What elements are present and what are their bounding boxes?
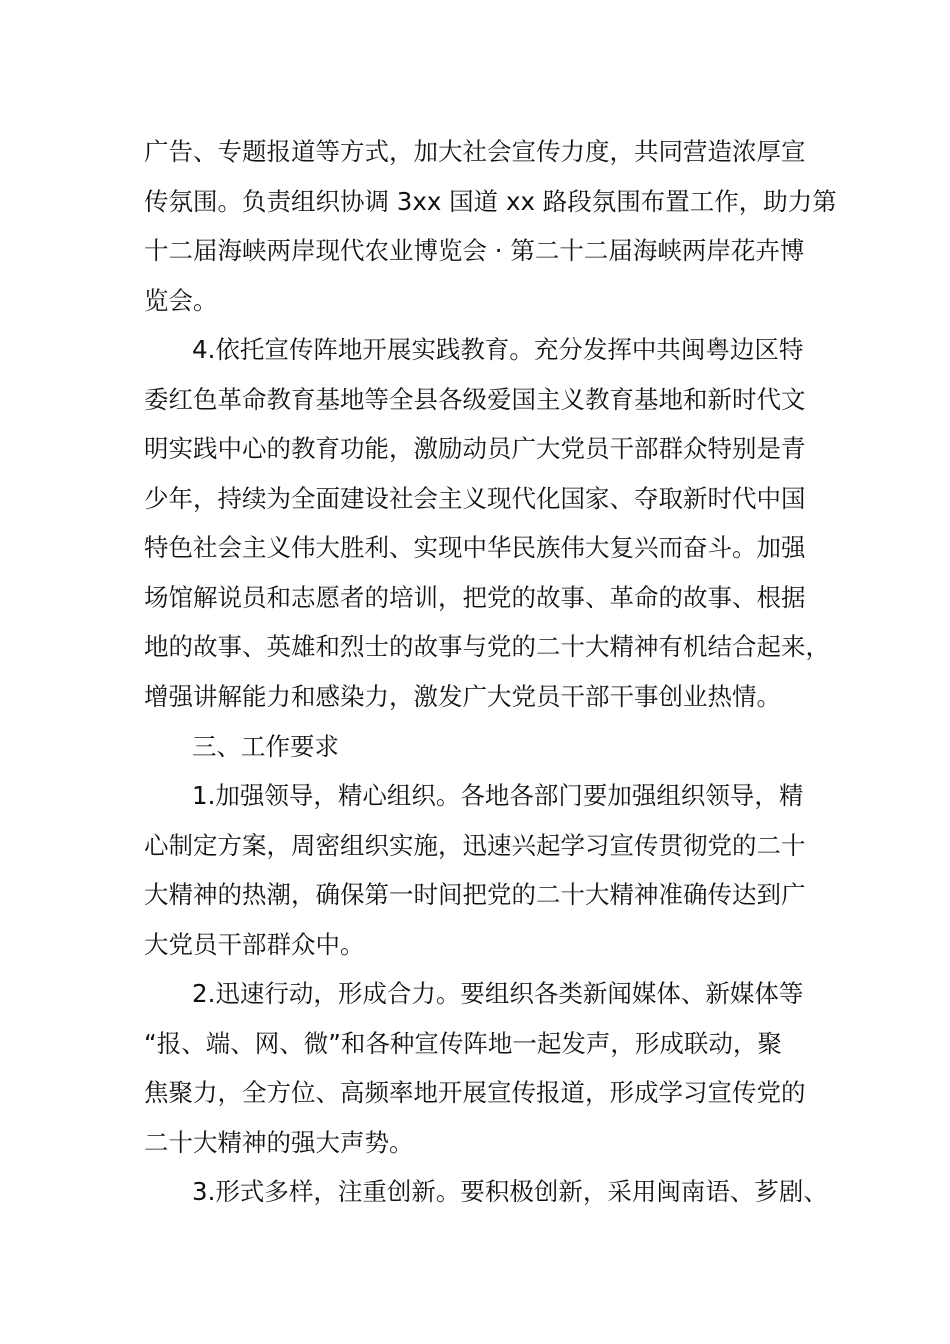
- text-line: 场馆解说员和志愿者的培训，把党的故事、革命的故事、根据: [144, 583, 806, 612]
- paragraph-first-line: 2.迅速行动，形成合力。要组织各类新闻媒体、新媒体等: [192, 979, 804, 1008]
- section-heading: 三、工作要求: [192, 732, 339, 761]
- text-line: 特色社会主义伟大胜利、实现中华民族伟大复兴而奋斗。加强: [144, 533, 806, 562]
- text-line: 少年，持续为全面建设社会主义现代化国家、夺取新时代中国: [144, 484, 806, 513]
- paragraph-first-line: 1.加强领导，精心组织。各地各部门要加强组织领导，精: [192, 781, 804, 810]
- text-line: 焦聚力，全方位、高频率地开展宣传报道，形成学习宣传党的: [144, 1078, 806, 1107]
- text-line: 增强讲解能力和感染力，激发广大党员干部干事创业热情。: [144, 682, 781, 711]
- text-line: 二十大精神的强大声势。: [144, 1128, 414, 1157]
- text-line: 地的故事、英雄和烈士的故事与党的二十大精神有机结合起来，: [144, 632, 830, 661]
- text-line: 十二届海峡两岸现代农业博览会 · 第二十二届海峡两岸花卉博: [144, 236, 805, 265]
- text-line: 大精神的热潮，确保第一时间把党的二十大精神准确传达到广: [144, 880, 806, 909]
- paragraph-first-line: 4.依托宣传阵地开展实践教育。充分发挥中共闽粤边区特: [192, 335, 804, 364]
- text-line: “报、端、网、微”和各种宣传阵地一起发声，形成联动，聚: [144, 1029, 782, 1058]
- text-line: 委红色革命教育基地等全县各级爱国主义教育基地和新时代文: [144, 385, 806, 414]
- text-line: 大党员干部群众中。: [144, 930, 365, 959]
- text-line: 明实践中心的教育功能，激励动员广大党员干部群众特别是青: [144, 434, 806, 463]
- paragraph-first-line: 3.形式多样，注重创新。要积极创新，采用闽南语、芗剧、: [192, 1177, 828, 1206]
- text-line: 心制定方案，周密组织实施，迅速兴起学习宣传贯彻党的二十: [144, 831, 806, 860]
- text-line: 传氛围。负责组织协调 3xx 国道 xx 路段氛围布置工作，助力第: [144, 187, 837, 216]
- text-line: 广告、专题报道等方式，加大社会宣传力度，共同营造浓厚宣: [144, 137, 806, 166]
- text-line: 览会。: [144, 286, 218, 315]
